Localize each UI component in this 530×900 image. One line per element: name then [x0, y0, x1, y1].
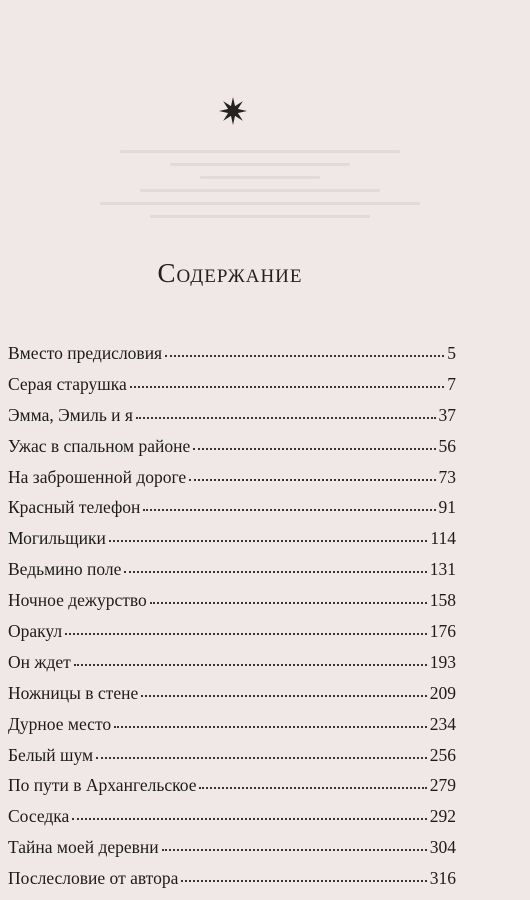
toc-entry-page: 37	[438, 404, 456, 425]
toc-entry-title: Ночное дежурство	[8, 590, 147, 611]
star-ornament-icon	[218, 96, 248, 126]
toc-entry-page: 209	[429, 682, 456, 703]
toc-entry	[8, 832, 456, 863]
dot-leader	[189, 461, 435, 481]
toc-entry-page: 193	[429, 651, 456, 672]
toc-entry-page: 7	[447, 373, 456, 394]
toc-entry-title: Красный телефон	[8, 497, 141, 518]
toc-entry-title: Могильщики	[8, 528, 106, 549]
toc-entry	[8, 492, 456, 523]
toc-entry	[8, 647, 456, 678]
dot-leader	[96, 739, 427, 759]
dot-leader	[109, 522, 428, 542]
toc-entry-page: 176	[429, 621, 456, 642]
toc-entry	[8, 801, 456, 832]
toc-entry	[8, 740, 456, 771]
toc-entry	[8, 709, 456, 740]
toc-entry-page: 279	[429, 775, 456, 796]
dot-leader	[143, 491, 435, 511]
dot-leader	[141, 677, 427, 697]
dot-leader	[193, 430, 435, 450]
toc-entry-page: 292	[429, 806, 456, 827]
dot-leader	[165, 337, 444, 357]
toc-entry	[8, 431, 456, 462]
toc-entry-title: Ножницы в стене	[8, 682, 139, 703]
toc-entry-page: 73	[438, 466, 456, 487]
dot-leader	[136, 399, 436, 419]
toc-entry	[8, 400, 456, 431]
toc-entry	[8, 369, 456, 400]
toc-entry	[8, 863, 456, 894]
dot-leader	[74, 646, 427, 666]
toc-entry	[8, 338, 456, 369]
toc-entry-page: 114	[430, 528, 456, 549]
toc-entry-page: 158	[429, 590, 456, 611]
toc-entry	[8, 462, 456, 493]
toc-entry-page: 131	[429, 559, 456, 580]
toc-entry-page: 304	[429, 837, 456, 858]
dot-leader	[199, 769, 426, 789]
toc-entry-title: По пути в Архангельское	[8, 775, 197, 796]
dot-leader	[181, 862, 426, 882]
dot-leader	[72, 800, 426, 820]
toc-entry-page: 316	[429, 868, 456, 889]
toc-entry-page: 256	[429, 744, 456, 765]
toc-entry	[8, 678, 456, 709]
dot-leader	[114, 708, 427, 728]
toc-entry-title: Ужас в спальном районе	[8, 435, 191, 456]
table-of-contents	[8, 338, 456, 894]
bleed-through-text	[60, 140, 460, 228]
toc-entry-page: 56	[438, 435, 456, 456]
dot-leader	[150, 584, 427, 604]
page-title: Содержание	[157, 258, 303, 288]
toc-entry-title: Оракул	[8, 621, 63, 642]
toc-entry-page: 234	[429, 713, 456, 734]
toc-entry-title: Белый шум	[8, 744, 94, 765]
dot-leader	[130, 368, 445, 388]
toc-entry-page: 91	[438, 497, 456, 518]
toc-entry-title: Соседка	[8, 806, 70, 827]
toc-entry-title: Тайна моей деревни	[8, 837, 159, 858]
dot-leader	[124, 553, 426, 573]
dot-leader	[162, 831, 427, 851]
toc-entry	[8, 770, 456, 801]
toc-entry-title: Ведьмино поле	[8, 559, 122, 580]
toc-entry	[8, 523, 456, 554]
toc-entry	[8, 554, 456, 585]
toc-entry-page: 5	[447, 343, 456, 363]
toc-entry-title: Он ждет	[8, 651, 71, 672]
toc-entry-title: Дурное место	[8, 713, 112, 734]
toc-entry-title: Серая старушка	[8, 373, 127, 394]
toc-entry	[8, 585, 456, 616]
toc-entry-title: Послесловие от автора	[8, 868, 179, 889]
dot-leader	[65, 615, 427, 635]
toc-entry-title: Вместо предисловия	[8, 343, 163, 363]
toc-entry	[8, 616, 456, 647]
toc-entry-title: На заброшенной дороге	[8, 466, 187, 487]
toc-entry-title: Эмма, Эмиль и я	[8, 404, 133, 425]
